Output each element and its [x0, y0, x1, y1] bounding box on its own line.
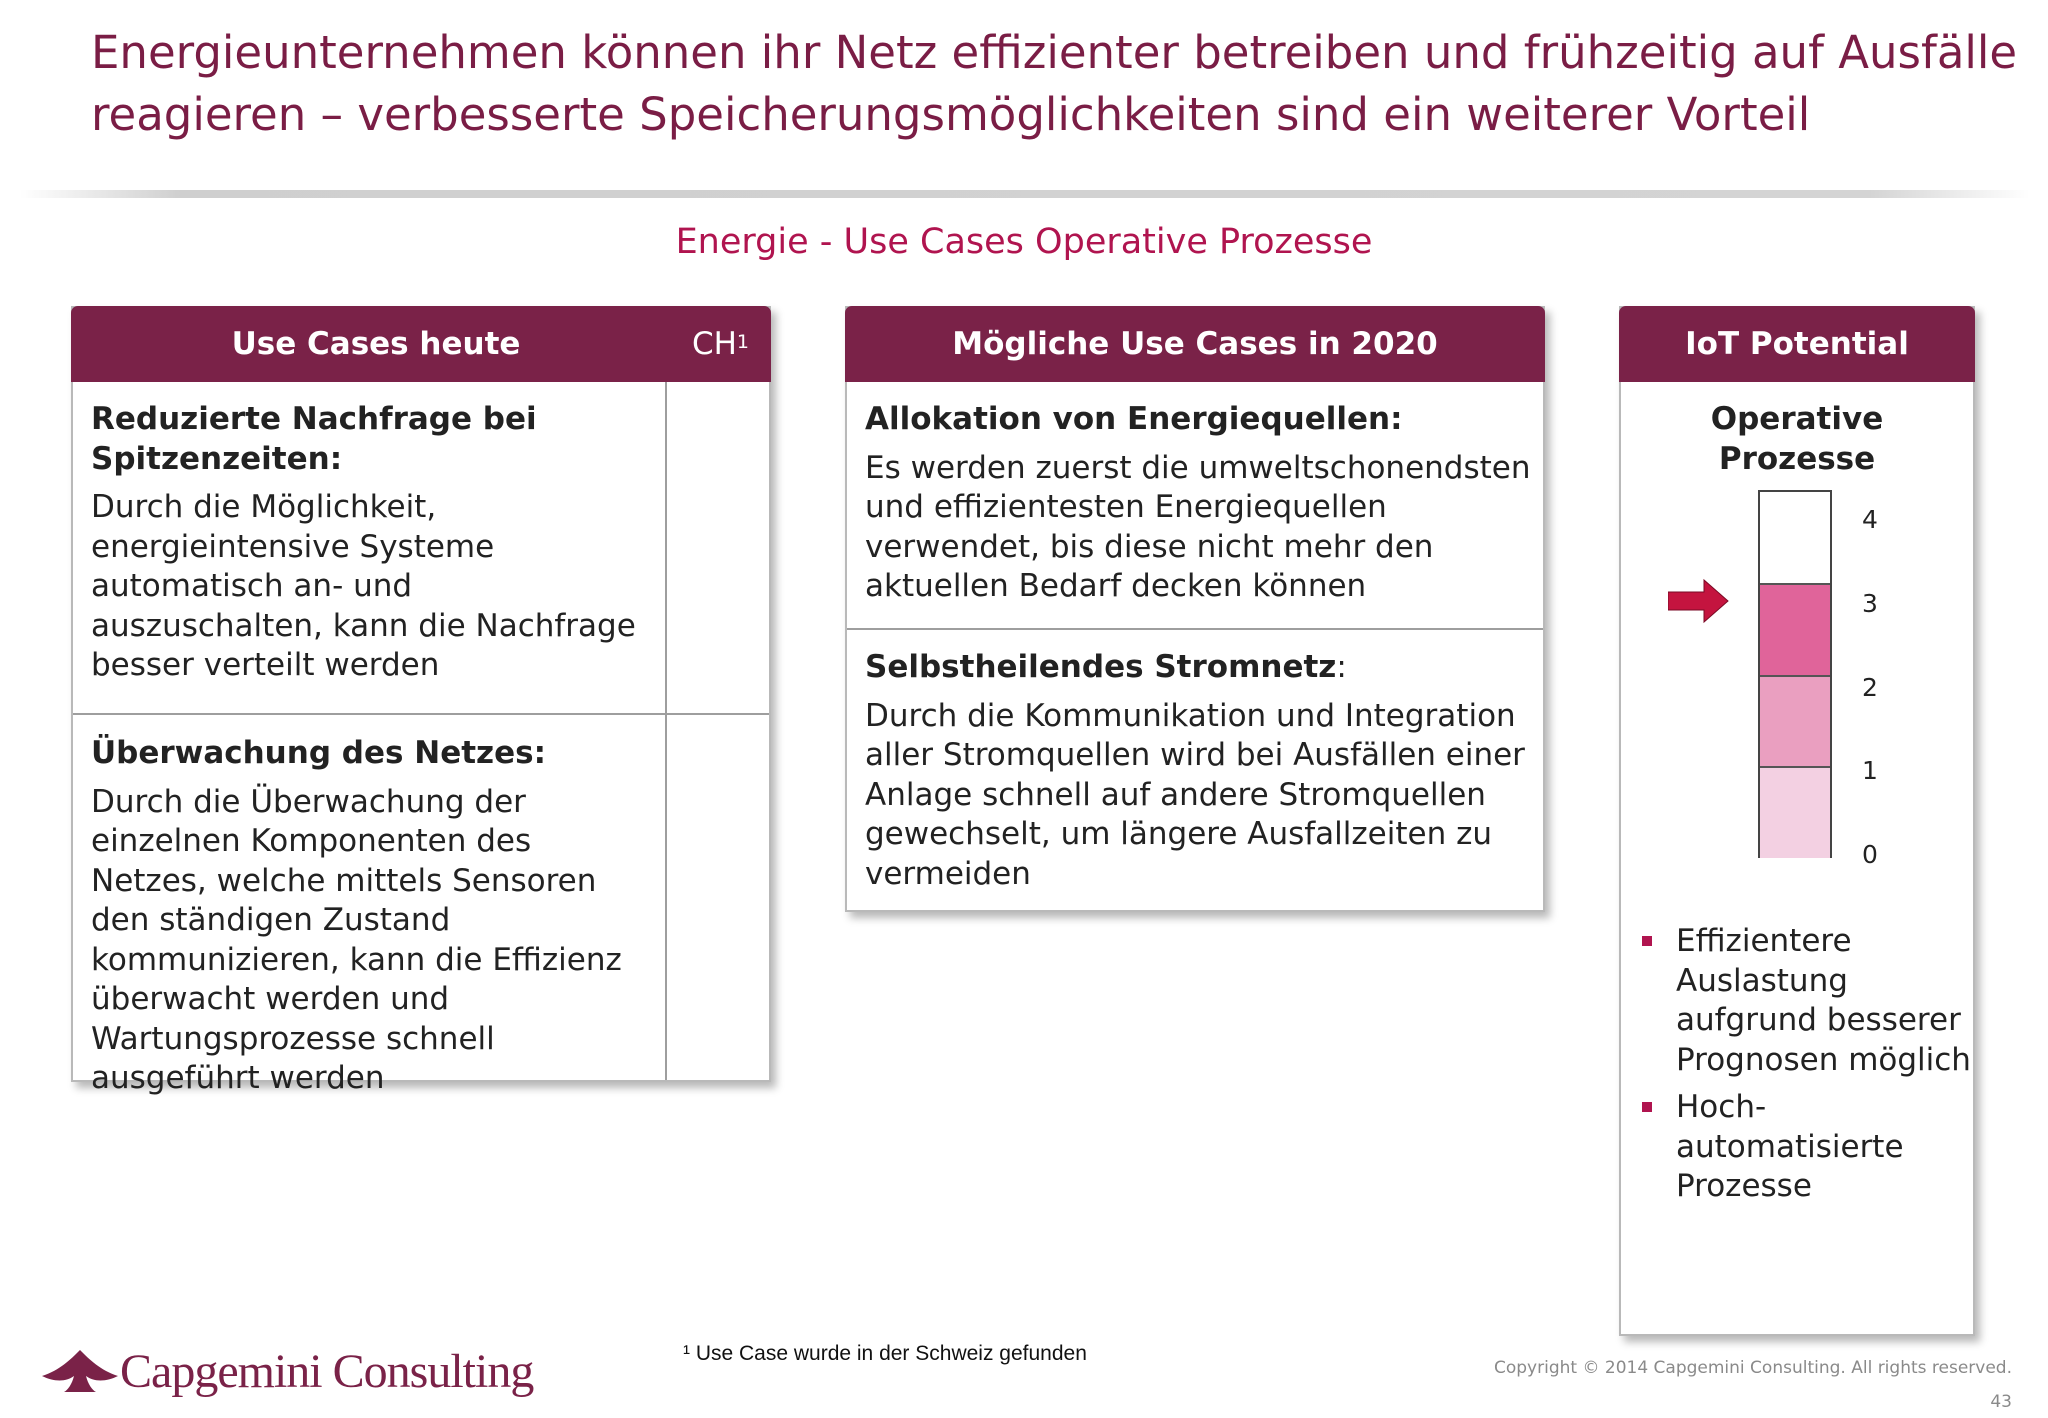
spade-logo-icon — [40, 1346, 120, 1396]
list-item — [1640, 1088, 1980, 1207]
scale-segment-2 — [1760, 677, 1830, 768]
use-case-heading-text: Selbstheilendes Stromnetz — [865, 649, 1337, 685]
use-case-text: Es werden zuerst die umweltschonendsten und effizientesten Energiequellen verwendet, bis diese nicht mehr den aktuellen Bedarf decken können — [865, 449, 1531, 604]
scale-tick-label: 0 — [1862, 840, 1878, 869]
section-subtitle: Energie - Use Cases Operative Prozesse — [675, 222, 1373, 262]
use-case-heading-suffix: : — [1336, 649, 1347, 685]
slide-title-line-1: Energieunternehmen können ihr Netz effizienter betreiben und frühzeitig auf Ausfälle — [91, 26, 2018, 79]
use-case-text: Durch die Möglichkeit, energieintensive Systeme automatisch an- und auszuschalten, kann die Nachfrage besser verteilt werden — [91, 489, 636, 683]
use-case-item — [865, 648, 1535, 894]
use-case-text: Durch die Überwachung der einzelnen Komponenten des Netzes, welche mittels Sensoren den ständigen Zustand kommunizieren, kann die Effizienz überwacht werden und Wartungsprozesse schnell ausgeführt werden — [91, 783, 622, 1096]
use-case-heading-text: Allokation von Energiequellen: — [865, 401, 1403, 437]
panel-header-today-label: Use Cases heute — [231, 326, 521, 362]
scale-title: Operative Prozesse — [1710, 401, 1884, 477]
use-case-item — [865, 400, 1535, 607]
scale-segment-4 — [1760, 492, 1830, 585]
list-item-text: Effizientere Auslastung aufgrund besserer Prognosen möglich — [1676, 923, 1971, 1078]
bullet-square-icon — [1642, 936, 1652, 946]
bullet-square-icon — [1642, 1102, 1652, 1112]
company-logo — [40, 1338, 560, 1408]
use-case-item — [91, 400, 651, 686]
scale-tick-label: 2 — [1862, 673, 1878, 702]
iot-potential-scale — [1758, 490, 1832, 858]
use-case-item — [91, 734, 656, 1099]
scale-tick-label: 3 — [1862, 589, 1878, 618]
copyright-notice: Copyright © 2014 Capgemini Consulting. All rights reserved. — [1494, 1358, 2012, 1378]
use-case-heading: Reduzierte Nachfrage bei Spitzenzeiten: — [91, 401, 537, 477]
row-divider — [73, 713, 769, 715]
level-indicator-arrow-icon — [1668, 578, 1730, 624]
panel-header-2020 — [845, 306, 1545, 382]
ch-column-header: CH $^1$ — [691, 326, 749, 362]
use-case-heading — [865, 648, 1535, 688]
row-divider — [847, 628, 1543, 630]
ch-column-divider — [665, 382, 667, 1080]
panel-use-cases-today — [71, 306, 771, 1096]
panel-header-iot — [1619, 306, 1975, 382]
panel-header-iot-label: IoT Potential — [1685, 326, 1909, 362]
scale-segment-3 — [1760, 585, 1830, 677]
slide-title — [91, 22, 2018, 146]
title-divider — [20, 190, 2030, 198]
page-number: 43 — [1990, 1392, 2012, 1412]
ch-label: CH — [691, 326, 737, 362]
panel-header-2020-label: Mögliche Use Cases in 2020 — [952, 326, 1438, 362]
panel-use-cases-2020 — [845, 306, 1545, 912]
scale-segment-1 — [1760, 768, 1830, 858]
scale-tick-label: 1 — [1862, 756, 1878, 785]
iot-benefits-list — [1640, 922, 1980, 1215]
logo-text: Capgemini Consulting — [120, 1345, 534, 1398]
use-case-heading — [865, 400, 1535, 440]
scale-tick-label: 4 — [1862, 505, 1878, 534]
use-case-heading: Überwachung des Netzes: — [91, 735, 546, 771]
use-case-text: Durch die Kommunikation und Integration aller Stromquellen wird bei Ausfällen einer Anlage schnell auf andere Stromquellen gewechselt, um längere Ausfallzeiten zu vermeiden — [865, 697, 1525, 892]
panel-header-today — [71, 306, 771, 382]
list-item — [1640, 922, 1980, 1080]
footnote: ¹ Use Case wurde in der Schweiz gefunden — [683, 1342, 1087, 1365]
list-item-text: Hoch-automatisierte Prozesse — [1676, 1089, 1904, 1204]
slide-title-line-2: reagieren – verbesserte Speicherungsmöglichkeiten sind ein weiterer Vorteil — [91, 88, 1811, 141]
